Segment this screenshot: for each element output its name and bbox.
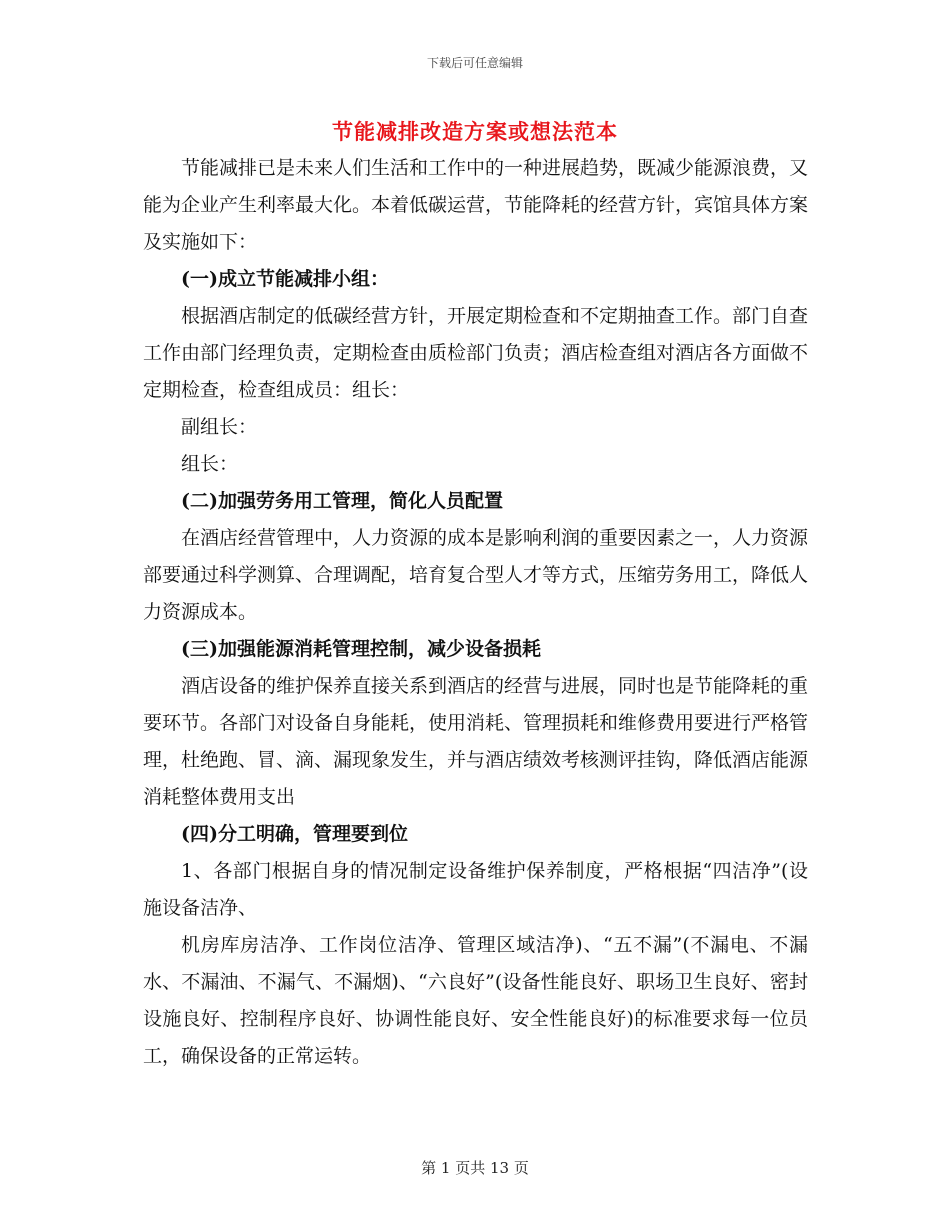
section-4-item-1: 1、各部门根据自身的情况制定设备维护保养制度，严格根据“四洁净”(设施设备洁净、 (143, 860, 808, 919)
section-1-paragraph: 根据酒店制定的低碳经营方针，开展定期检查和不定期抽查工作。部门自查工作由部门经理负责，定期检查由质检部门负责；酒店检查组对酒店各方面做不定期检查，检查组成员：组长： (143, 305, 809, 401)
section-heading-3: (三)加强能源消耗管理控制，减少设备损耗 (181, 638, 541, 660)
section-3-paragraph: 酒店设备的维护保养直接关系到酒店的经营与进展，同时也是节能降耗的重要环节。各部门对设备自身能耗，使用消耗、管理损耗和维修费用要进行严格管理，杜绝跑、冒、滴、漏现象发生，并与酒店绩效考核测评挂钩，降低酒店能源消耗整体费用支出 (143, 675, 809, 808)
section-2-paragraph: 在酒店经营管理中，人力资源的成本是影响利润的重要因素之一，人力资源部要通过科学测算、合理调配，培育复合型人才等方式，压缩劳务用工，降低人力资源成本。 (143, 527, 809, 623)
section-heading-2: (二)加强劳务用工管理，简化人员配置 (181, 490, 503, 512)
deputy-leader-line: 副组长： (181, 416, 258, 438)
section-heading-4: (四)分工明确，管理要到位 (181, 823, 408, 845)
page-number: 第 1 页共 13 页 (421, 1159, 529, 1177)
header-note: 下载后可任意编辑 (426, 56, 523, 70)
leader-line: 组长： (181, 453, 239, 475)
section-heading-1: (一)成立节能减排小组： (181, 268, 389, 290)
document-title: 节能减排改造方案或想法范本 (332, 119, 618, 144)
intro-paragraph: 节能减排已是未来人们生活和工作中的一种进展趋势，既减少能源浪费，又能为企业产生利率最大化。本着低碳运营，节能降耗的经营方针，宾馆具体方案及实施如下： (143, 157, 809, 253)
section-4-item-1-continued: 机房库房洁净、工作岗位洁净、管理区域洁净)、“五不漏”(不漏电、不漏水、不漏油、不漏气、不漏烟)、“六良好”(设备性能良好、职场卫生良好、密封设施良好、控制程序良好、协调性能良好、安全性能良好)的标准要求每一位员工，确保设备的正常运转。 (143, 934, 808, 1067)
document-body (143, 150, 808, 1075)
